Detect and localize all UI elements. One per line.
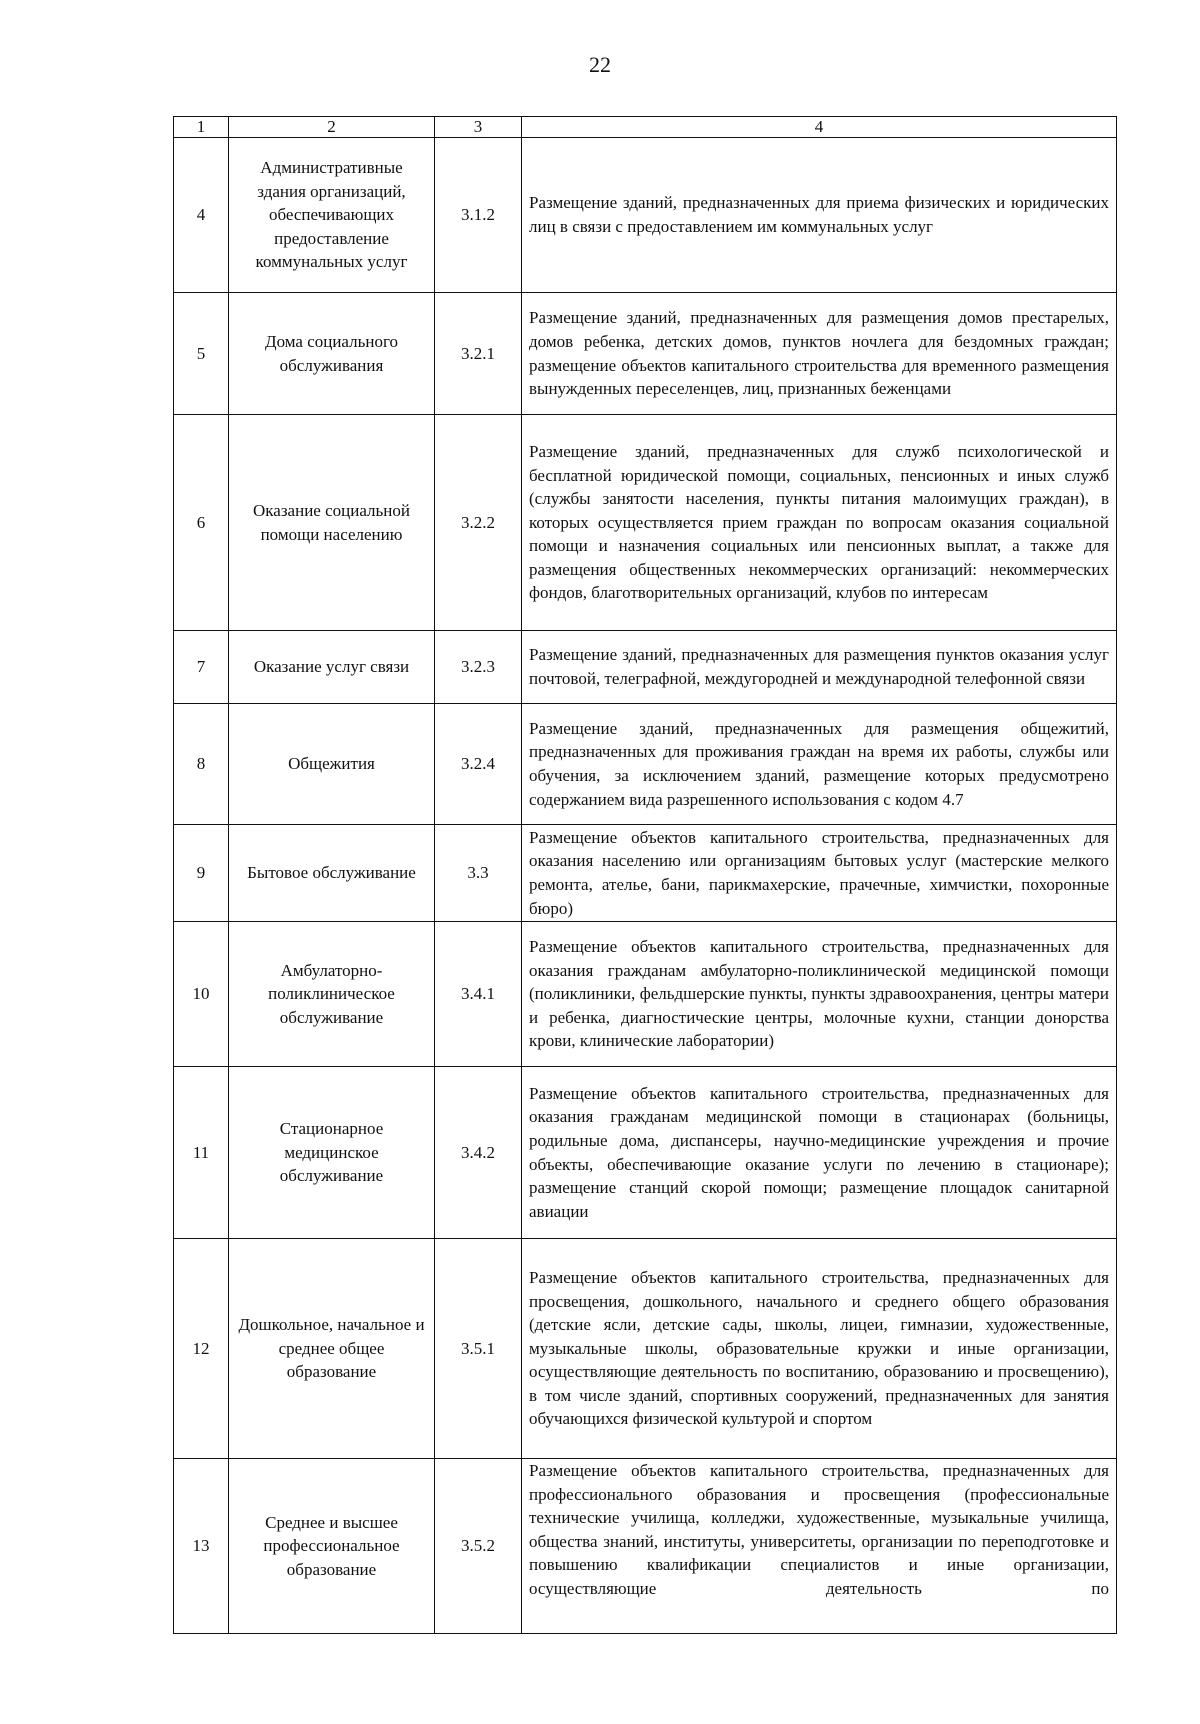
use-code: 3.2.3 bbox=[435, 631, 522, 704]
use-code: 3.5.2 bbox=[435, 1459, 522, 1634]
use-name: Дошкольное, начальное и среднее общее образование bbox=[229, 1239, 435, 1459]
table-row bbox=[174, 1459, 1117, 1634]
use-name: Оказание социальной помощи населению bbox=[229, 415, 435, 631]
land-use-table bbox=[173, 116, 1117, 1634]
use-code: 3.5.1 bbox=[435, 1239, 522, 1459]
use-name: Амбулаторно-поликлиническое обслуживание bbox=[229, 922, 435, 1067]
use-description: Размещение зданий, предназначенных для служб психологической и бесплатной юридической помощи, социальных, пенсионных и иных служб (службы занятости населения, пункты питания малоимущих граждан), в которых осуществляется прием граждан по вопросам оказания социальной помощи и назначения социальных или пенсионных выплат, а также для размещения общественных некоммерческих организаций: некоммерческих фондов, благотворительных организаций, клубов по интересам bbox=[522, 415, 1117, 631]
row-number: 10 bbox=[174, 922, 229, 1067]
use-description: Размещение зданий, предназначенных для размещения домов престарелых, домов ребенка, детских домов, пунктов ночлега для бездомных граждан; размещение объектов капитального строительства для временного размещения вынужденных переселенцев, лиц, признанных беженцами bbox=[522, 293, 1117, 415]
use-code: 3.4.1 bbox=[435, 922, 522, 1067]
column-header: 2 bbox=[229, 117, 435, 138]
use-code: 3.1.2 bbox=[435, 138, 522, 293]
table-header-row bbox=[174, 117, 1117, 138]
table-row bbox=[174, 1067, 1117, 1239]
column-header: 3 bbox=[435, 117, 522, 138]
table-row bbox=[174, 138, 1117, 293]
use-description: Размещение объектов капитального строительства, предназначенных для просвещения, дошкольного, начального и среднего общего образования (детские ясли, детские сады, школы, лицеи, гимназии, художественные, музыкальные школы, образовательные кружки и иные организации, осуществляющие деятельность по воспитанию, образованию и просвещению), в том числе зданий, спортивных сооружений, предназначенных для занятия обучающихся физической культурой и спортом bbox=[522, 1239, 1117, 1459]
use-name: Стационарное медицинское обслуживание bbox=[229, 1067, 435, 1239]
use-description: Размещение зданий, предназначенных для приема физических и юридических лиц в связи с предоставлением им коммунальных услуг bbox=[522, 138, 1117, 293]
use-code: 3.3 bbox=[435, 825, 522, 922]
row-number: 12 bbox=[174, 1239, 229, 1459]
use-description: Размещение объектов капитального строительства, предназначенных для оказания гражданам амбулаторно-поликлинической медицинской помощи (поликлиники, фельдшерские пункты, пункты здравоохранения, центры матери и ребенка, диагностические центры, молочные кухни, станции донорства крови, клинические лаборатории) bbox=[522, 922, 1117, 1067]
use-code: 3.4.2 bbox=[435, 1067, 522, 1239]
table-row bbox=[174, 825, 1117, 922]
page-number: 22 bbox=[589, 52, 611, 77]
table-row bbox=[174, 922, 1117, 1067]
row-number: 7 bbox=[174, 631, 229, 704]
use-name: Общежития bbox=[229, 704, 435, 825]
column-header: 4 bbox=[522, 117, 1117, 138]
use-description: Размещение объектов капитального строительства, предназначенных для оказания населению или организациям бытовых услуг (мастерские мелкого ремонта, ателье, бани, парикмахерские, прачечные, химчистки, похоронные бюро) bbox=[522, 825, 1117, 922]
table-row bbox=[174, 1239, 1117, 1459]
row-number: 8 bbox=[174, 704, 229, 825]
table-row bbox=[174, 631, 1117, 704]
use-description: Размещение объектов капитального строительства, предназначенных для оказания гражданам медицинской помощи в стационарах (больницы, родильные дома, диспансеры, научно-медицинские учреждения и прочие объекты, обеспечивающие оказание услуги по лечению в стационаре); размещение станций скорой помощи; размещение площадок санитарной авиации bbox=[522, 1067, 1117, 1239]
row-number: 6 bbox=[174, 415, 229, 631]
use-name: Оказание услуг связи bbox=[229, 631, 435, 704]
use-description: Размещение зданий, предназначенных для размещения общежитий, предназначенных для проживания граждан на время их работы, службы или обучения, за исключением зданий, размещение которых предусмотрено содержанием вида разрешенного использования с кодом 4.7 bbox=[522, 704, 1117, 825]
row-number: 13 bbox=[174, 1459, 229, 1634]
use-code: 3.2.2 bbox=[435, 415, 522, 631]
row-number: 5 bbox=[174, 293, 229, 415]
use-description: Размещение зданий, предназначенных для размещения пунктов оказания услуг почтовой, телеграфной, междугородней и международной телефонной связи bbox=[522, 631, 1117, 704]
use-code: 3.2.4 bbox=[435, 704, 522, 825]
use-name: Бытовое обслуживание bbox=[229, 825, 435, 922]
use-code: 3.2.1 bbox=[435, 293, 522, 415]
row-number: 11 bbox=[174, 1067, 229, 1239]
use-name: Административные здания организаций, обеспечивающих предоставление коммунальных услуг bbox=[229, 138, 435, 293]
use-description: Размещение объектов капитального строительства, предназначенных для профессионального образования и просвещения (профессиональные технические училища, колледжи, художественные, музыкальные училища, общества знаний, институты, университеты, организации по переподготовке и повышению квалификации специалистов и иные организации, осуществляющие деятельность по bbox=[522, 1459, 1117, 1634]
table-row bbox=[174, 415, 1117, 631]
row-number: 9 bbox=[174, 825, 229, 922]
table-row bbox=[174, 293, 1117, 415]
use-name: Дома социального обслуживания bbox=[229, 293, 435, 415]
use-name: Среднее и высшее профессиональное образование bbox=[229, 1459, 435, 1634]
table-row bbox=[174, 704, 1117, 825]
column-header: 1 bbox=[174, 117, 229, 138]
row-number: 4 bbox=[174, 138, 229, 293]
